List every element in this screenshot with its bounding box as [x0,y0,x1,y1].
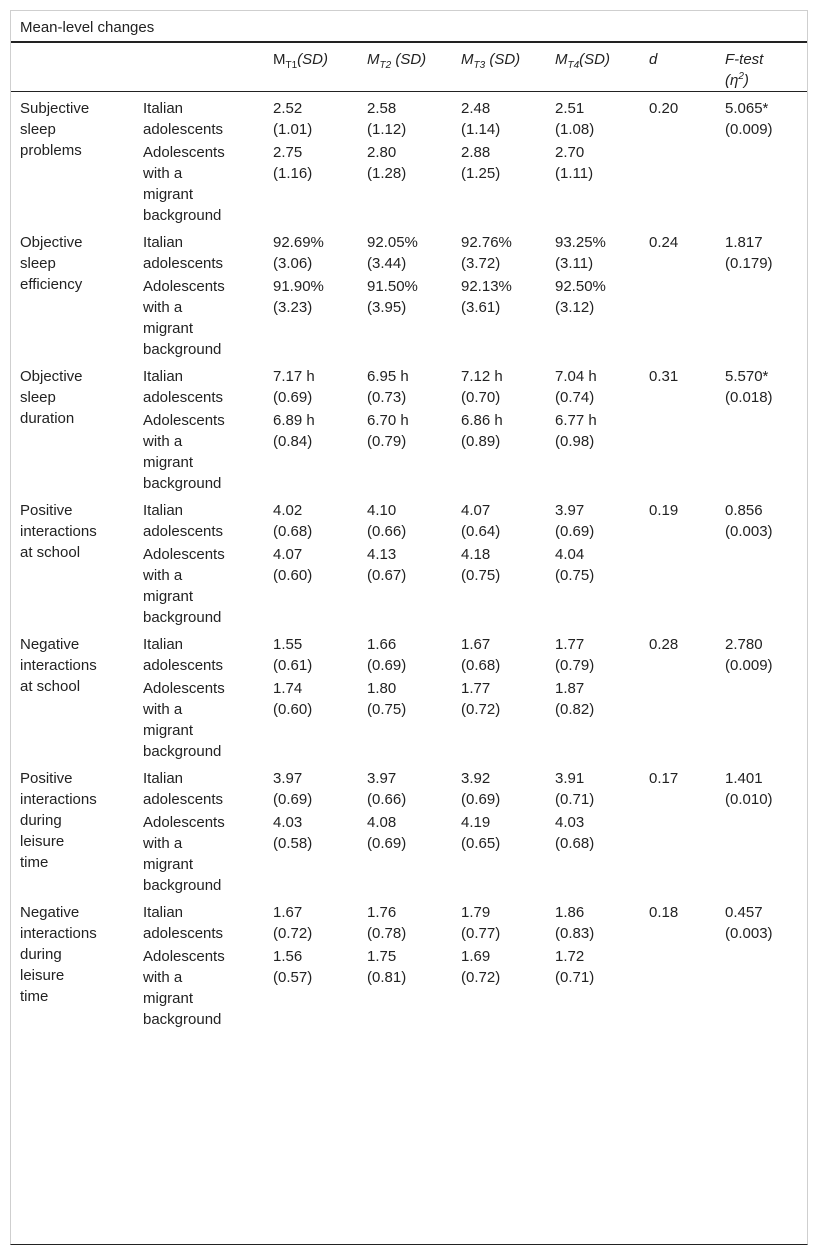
mean-sd-cell: 1.79 (0.77) [461,904,501,942]
mean-sd-cell: 1.55 (0.61) [273,636,313,674]
header-row [11,43,807,92]
mean-sd-cell: 1.87 (0.82) [555,680,595,718]
table-body [11,92,807,1031]
f-test-cell [725,140,807,226]
mean-sd-cell: 4.18 (0.75) [461,546,501,584]
mean-sd-cell: 2.58 (1.12) [367,100,407,138]
cohen-d-cell [649,676,725,762]
mean-sd-cell: 4.07 (0.64) [461,502,501,540]
mean-sd-cell: 91.90% (3.23) [273,278,324,316]
cohen-d-cell: 0.19 [649,502,679,519]
f-test-cell: 1.401 (0.010) [725,770,773,808]
group-label: Italian adolescents [143,234,224,272]
mean-sd-cell: 1.69 (0.72) [461,948,501,986]
header-mt4: $M_{T4}(SD)$ [555,43,649,92]
group-label: Italian adolescents [143,368,224,406]
f-test-cell [725,408,807,494]
table-row [11,226,807,274]
f-test-cell [725,944,807,1030]
mean-sd-cell: 4.08 (0.69) [367,814,407,852]
cohen-d-cell: 0.17 [649,770,679,787]
cohen-d-cell [649,140,725,226]
header-f-test: F-test $(\eta^2)$ [725,43,807,92]
f-test-cell: 0.457 (0.003) [725,904,773,942]
mean-sd-cell: 3.97 (0.69) [273,770,313,808]
mean-sd-cell: 1.67 (0.68) [461,636,501,674]
cohen-d-cell [649,408,725,494]
header-d: d [649,43,725,92]
mean-sd-cell: 6.86 h (0.89) [461,412,503,450]
header-mt1: $M_{T1}(SD)$ [273,43,367,92]
mean-sd-cell: 3.91 (0.71) [555,770,595,808]
mean-sd-cell: 2.51 (1.08) [555,100,595,138]
mean-sd-cell: 6.77 h (0.98) [555,412,597,450]
mean-sd-cell: 7.17 h (0.69) [273,368,315,406]
f-test-cell: 2.780 (0.009) [725,636,773,674]
mean-sd-cell: 92.69% (3.06) [273,234,324,272]
mean-sd-cell: 6.89 h (0.84) [273,412,315,450]
table-row [11,896,807,944]
mean-sd-cell: 7.12 h (0.70) [461,368,503,406]
mean-sd-cell: 1.80 (0.75) [367,680,407,718]
f-test-cell [725,810,807,896]
mean-sd-cell: 1.77 (0.72) [461,680,501,718]
group-label: Italian adolescents [143,904,224,942]
table-row [11,762,807,810]
mean-sd-cell: 1.74 (0.60) [273,680,313,718]
group-label: Italian adolescents [143,636,224,674]
mean-sd-cell: 1.56 (0.57) [273,948,313,986]
group-label: Adolescents with a migrant background [143,814,225,894]
table-row [11,628,807,676]
mean-sd-cell: 4.04 (0.75) [555,546,595,584]
f-test-cell [725,542,807,628]
variable-name: Negative interactions during leisure time [20,904,97,1005]
variable-name: Objective sleep duration [20,368,83,427]
header-variable [11,43,143,92]
variable-name: Objective sleep efficiency [20,234,83,293]
table-container [10,10,808,1245]
cohen-d-cell: 0.31 [649,368,679,385]
mean-sd-cell: 2.52 (1.01) [273,100,313,138]
mean-sd-cell: 6.95 h (0.73) [367,368,409,406]
mean-sd-cell: 91.50% (3.95) [367,278,418,316]
mean-sd-cell: 92.76% (3.72) [461,234,512,272]
variable-name: Subjective sleep problems [20,100,90,159]
table-row [11,360,807,408]
mean-level-table [11,43,807,1030]
table-row [11,92,807,141]
group-label: Adolescents with a migrant background [143,412,225,492]
cohen-d-cell [649,274,725,360]
header-group [143,43,273,92]
cohen-d-cell: 0.24 [649,234,679,251]
header-mt2: $M_{T2}$ (SD) [367,43,461,92]
table-row [11,494,807,542]
mean-sd-cell: 92.13% (3.61) [461,278,512,316]
mean-sd-cell: 1.72 (0.71) [555,948,595,986]
mean-sd-cell: 6.70 h (0.79) [367,412,409,450]
mean-sd-cell: 93.25% (3.11) [555,234,606,272]
f-test-cell [725,676,807,762]
group-label: Adolescents with a migrant background [143,546,225,626]
mean-sd-cell: 1.76 (0.78) [367,904,407,942]
f-test-cell [725,274,807,360]
variable-name: Positive interactions at school [20,502,97,561]
f-test-cell: 0.856 (0.003) [725,502,773,540]
f-test-cell: 1.817 (0.179) [725,234,773,272]
mean-sd-cell: 92.50% (3.12) [555,278,606,316]
mean-sd-cell: 7.04 h (0.74) [555,368,597,406]
mean-sd-cell: 4.03 (0.68) [555,814,595,852]
cohen-d-cell: 0.18 [649,904,679,921]
variable-name: Negative interactions at school [20,636,97,695]
mean-sd-cell: 1.86 (0.83) [555,904,595,942]
group-label: Adolescents with a migrant background [143,948,225,1028]
mean-sd-cell: 3.92 (0.69) [461,770,501,808]
group-label: Adolescents with a migrant background [143,680,225,760]
group-label: Italian adolescents [143,502,224,540]
mean-sd-cell: 1.77 (0.79) [555,636,595,674]
mean-sd-cell: 4.03 (0.58) [273,814,313,852]
mean-sd-cell: 4.19 (0.65) [461,814,501,852]
mean-sd-cell: 4.02 (0.68) [273,502,313,540]
mean-sd-cell: 1.75 (0.81) [367,948,407,986]
group-label: Italian adolescents [143,100,224,138]
mean-sd-cell: 3.97 (0.66) [367,770,407,808]
mean-sd-cell: 2.88 (1.25) [461,144,501,182]
cohen-d-cell: 0.20 [649,100,679,117]
mean-sd-cell: 4.10 (0.66) [367,502,407,540]
mean-sd-cell: 2.70 (1.11) [555,144,594,182]
mean-sd-cell: 92.05% (3.44) [367,234,418,272]
table-caption: Mean-level changes [11,11,807,43]
cohen-d-cell [649,542,725,628]
mean-sd-cell: 2.75 (1.16) [273,144,313,182]
f-test-cell: 5.570* (0.018) [725,368,773,406]
cohen-d-cell [649,810,725,896]
mean-sd-cell: 4.13 (0.67) [367,546,407,584]
variable-name: Positive interactions during leisure time [20,770,97,871]
cohen-d-cell [649,944,725,1030]
cohen-d-cell: 0.28 [649,636,679,653]
header-mt3: $M_{T3}$ (SD) [461,43,555,92]
f-test-cell: 5.065* (0.009) [725,100,773,138]
mean-sd-cell: 2.80 (1.28) [367,144,407,182]
mean-sd-cell: 3.97 (0.69) [555,502,595,540]
mean-sd-cell: 4.07 (0.60) [273,546,313,584]
mean-sd-cell: 1.66 (0.69) [367,636,407,674]
mean-sd-cell: 2.48 (1.14) [461,100,501,138]
mean-sd-cell: 1.67 (0.72) [273,904,313,942]
group-label: Adolescents with a migrant background [143,278,225,358]
group-label: Italian adolescents [143,770,224,808]
group-label: Adolescents with a migrant background [143,144,225,224]
